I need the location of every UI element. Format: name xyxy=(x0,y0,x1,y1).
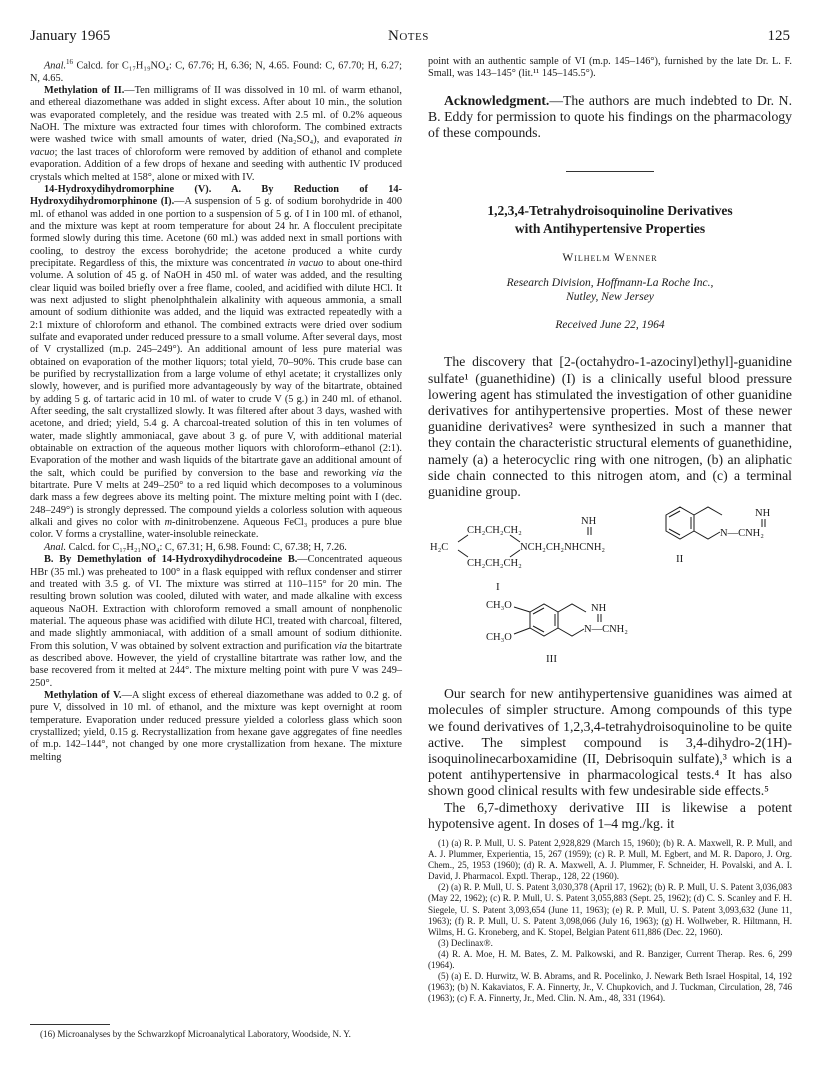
dimethoxy-paragraph: The 6,7-dimethoxy derivative III is likewise a potent hypotensive agent. In doses of 1–4 mg./kg. it xyxy=(428,799,792,831)
left-column xyxy=(30,56,402,764)
bond-line xyxy=(510,550,520,557)
structure-II-imine: NH xyxy=(755,508,771,520)
right-column xyxy=(428,56,792,1004)
structure-I-side-chain: NCH₂CH₂NHCNH₂ xyxy=(520,542,606,554)
author-name: Wilhelm Wenner xyxy=(562,252,658,265)
reference-item: (5) (a) E. D. Hurwitz, W. B. Abrams, and R. Pocelinko, J. Newark Beth Israel Hospital, 14, 192 (1963); (b) N. Kakaviatos, F. A. Finnerty, Jr., V. Chupkovich, and J. Tuckman, Circulation, 28, 746 (1963); (c) F. A. Finnerty, Jr., Med. Clin. N. Am., 48, 331 (1964). xyxy=(428,971,792,1004)
chemical-structures xyxy=(428,500,792,746)
ring-bond xyxy=(694,507,722,515)
analysis-paragraph: Anal.$^{16}$ Calcd. for C₁₇H₁₉NO₄: C, 67.76; H, 6.36; N, 4.65. Found: C, 67.70; H, 6.27; N, 4.65. xyxy=(30,58,402,84)
footnote-rule xyxy=(30,1024,110,1025)
demethylation-paragraph: B. By Demethylation of 14-Hydroxydihydrocodeine B.—Concentrated aqueous HBr (35 ml.) was preheated to 100° in a flask equipped with reflux condenser and stirrer and treated with 3.5 g. of VI. The mixture was stirred at 110–115° for 20 min. The resulting brown solution was cooled, diluted with water, and made alkaline with excess aqueous NaOH. Extraction with chloroform removed a small amount of nonphenolic material. The aqueous phase was acidified with dilute HCl, treated with charcoal, filtered, and made slightly ammoniacal, with addition of a small amount of sodium dithionite. From this solution, V was obtained by solvent extraction and purification via the bitartrate as described above. However, the yield of crystalline bitartrate was rather low, and the base recovered from it melted at 244°. The mixture melting point with pure V was 249–250°. xyxy=(30,554,402,689)
structure-I-label: I xyxy=(496,581,500,594)
running-header-date: January 1965 xyxy=(30,28,111,44)
structure-III-label: III xyxy=(546,653,557,666)
structure-III-methoxy-bottom: CH₃O xyxy=(486,632,512,644)
bond-line xyxy=(458,535,468,542)
search-paragraph: Our search for new antihypertensive guanidines was aimed at molecules of simpler structure. Among compounds of this type we found derivatives of 1,2,3,4-tetrahydroisoquinoline to be quite active. The simplest compound is 3,4-dihydro-2(1H)-isoquinolinecarboxamidine (II, Debrisoquin sulfate),³ which is a potent antihypertensive in pharmacological tests.⁴ It has also shown good clinical results with few undesirable side effects.⁵ xyxy=(428,686,792,799)
structure-I-top-chain: CH₂CH₂CH₂ xyxy=(467,525,522,537)
bond-line xyxy=(458,550,468,557)
bond-line xyxy=(510,535,520,542)
structure-III-side-chain: N—CNH₂ xyxy=(584,624,628,636)
reference-item: (2) (a) R. P. Mull, U. S. Patent 3,030,378 (April 17, 1962); (b) R. P. Mull, U. S. Patent 3,036,083 (May 22, 1962); (c) R. P. Mull, U. S. Patent 3,055,883 (Sept. 25, 1962); (d) C. S. Scanley and F. H. Siegele, U. S. Patent 3,093,654 (June 11, 1963); (e) R. P. Mull, U. S. Patent 3,093,632 (June 11, 1963); (f) R. P. Mull, U. S. Patent 3,098,066 (July 16, 1963); (g) H. Wollweber, R. Hiltmann, H. Wilms, H. G. Kroneberg, and K. Stopel, Belgian Patent 611,886 (Dec. 22, 1960). xyxy=(428,882,792,937)
ring-bond xyxy=(558,604,586,612)
continuation-paragraph: point with an authentic sample of VI (m.p. 145–146°), furnished by the late Dr. L. F. Small, was 143–145° (lit.¹¹ 145–145.5°). xyxy=(428,56,792,80)
affiliation-line-1: Research Division, Hoffmann-La Roche Inc., xyxy=(506,277,714,290)
article-title-line-2: with Antihypertensive Properties xyxy=(514,221,706,237)
methoxy-bond xyxy=(514,607,530,612)
reference-item: (3) Declinax®. xyxy=(438,937,493,948)
ring-bond xyxy=(558,628,584,636)
benzene-ring xyxy=(530,604,558,636)
structure-I-imine: NH xyxy=(581,516,597,528)
benzene-ring xyxy=(666,507,694,539)
structure-III-methoxy-top: CH₃O xyxy=(486,600,512,612)
structure-I-ring-carbon: H₂C xyxy=(430,542,449,554)
structure-II-label: II xyxy=(676,553,684,566)
structure-II-side-chain: N—CNH₂ xyxy=(720,528,764,540)
affiliation-line-2: Nutley, New Jersey xyxy=(566,291,654,304)
structure-III-imine: NH xyxy=(591,603,607,615)
reference-item: (1) (a) R. P. Mull, U. S. Patent 2,928,829 (March 15, 1960); (b) R. A. Maxwell, R. P. Mull, and A. J. Plummer, Experientia, 15, 267 (1959); (c) R. P. Mull, M. Egbert, and M. R. Daporo, J. Org. Chem., 25, 1953 (1960); (d) R. A. Maxwell, A. J. Plummer, F. Schneider, H. Povalski, and A. I. David, J. Pharmacol. Exptl. Therap., 128, 22 (1960). xyxy=(428,837,792,882)
intro-paragraph: The discovery that [2-(octahydro-1-azocinyl)ethyl]-guanidine sulfate¹ (guanethidine) (I) is a clinically useful blood pressure lowering agent has stimulated the investigation of other guanidine derivatives for antihypertensive properties. Most of these newer guanidine derivatives² were synthesized in such a manner that they contain the characteristic structural elements of guanethidine, namely (a) a heterocyclic ring with one nitrogen, (b) an aliphatic side chain connected to this nitrogen atom, and (c) a terminal guanidine group. xyxy=(428,354,792,499)
methylation-ii-paragraph: Methylation of II.—Ten milligrams of II was dissolved in 10 ml. of warm ethanol, and ethereal diazomethane was added in slight excess. After about 10 min., the solution was evaporated completely, and the residue was treated with 2.5 ml. of 0.2% aqueous NaOH. The mixture was extracted four times with chloroform. The combined extracts were washed twice with small amounts of water, dried (Na₂SO₄), and evaporated in vacuo; the last traces of chloroform were removed by addition of ethanol and complete evaporation. Addition of a few drops of hexane and seeding with authentic IV produced crystals which melted at 158°, alone or mixed with IV. xyxy=(30,85,402,183)
page-number: 125 xyxy=(767,28,790,44)
references-list xyxy=(428,838,792,1004)
methylation-v-paragraph: Methylation of V.—A slight excess of ethereal diazomethane was added to 0.2 g. of pure V, dissolved in 10 ml. of ethanol, and the mixture was kept overnight at room temperature. Evaporation under reduced pressure yielded a colorless glass which soon crystallized; yield, 0.15 g. Recrystallization from hexane gave aggregates of fine needles of m.p. 142–144°, not changed by one more crystallization from hexane. The mixture melting xyxy=(30,689,402,763)
article-title-line-1: 1,2,3,4-Tetrahydroisoquinoline Derivatives xyxy=(487,203,733,219)
ring-bond xyxy=(694,531,720,539)
footnote-text: (16) Microanalyses by the Schwarzkopf Microanalytical Laboratory, Woodside, N. Y. xyxy=(40,1029,351,1039)
analysis-v-paragraph: Anal. Calcd. for C₁₇H₂₁NO₄: C, 67.31; H, 6.98. Found: C, 67.38; H, 7.26. xyxy=(44,541,347,553)
received-date: Received June 22, 1964 xyxy=(555,319,665,332)
footnote xyxy=(30,1024,402,1040)
hydroxydihydromorphine-paragraph: 14-Hydroxydihydromorphine (V). A. By Reduction of 14-Hydroxydihydromorphinone (I).—A suspension of 5 g. of sodium borohydride in 400 ml. of ethanol was added in one portion to a suspension of 5 g. of I in 100 ml. of ethanol, and the mixture was kept at room temperature for about 24 hr. A flocculent precipitate formed slowly during this time. Acetone (60 ml.) was added next in small portions with cooling, to destroy the excess borohydride; the acetone produced a white curdy precipitate. Regardless of this, the mixture was concentrated in vacuo to about one-third volume. A solution of 45 g. of NaOH in 450 ml. of water was added, and the resulting clear liquid was boiled briefly over a free flame, cooled, and acidified with dilute HCl. It was next adjusted to slight phenolphthalein alkalinity with aqueous ammonia, a small amount of sodium dithionite was added, and the liquid was extracted repeatedly with a 2:1 mixture of chloroform and ethanol. The combined extracts were dried over sodium sulfate and evaporated under reduced pressure to a small volume. After several days, most of V crystallized (m.p. 245–249°). An additional amount of less pure material was obtained on evaporation of the mother liquors; total yield, 70–90%. This crude base can be purified by recrystallization from a large volume of ethyl acetate; it crystallizes only slowly, however, and is purified more advantageously by way of the bitartrate, obtained by adding 5 g. of tartaric acid in 10 ml. of water to crude V (5 g.) in 240 ml. of ethanol. After seeding, the salt crystallized slowly. It was filtered after about 3 days, washed with acetone, and dried; yield, 5.4 g. A charcoal-treated solution of this in ten volumes of water, made slightly ammoniacal, gave about 3 g. of pure V, with additional material obtainable on extraction of the aqueous mother liquors with chloroform–ethanol (2:1). Evaporation of the mother and wash liquids of the bitartrate gave an additional amount of the salt, which could be purified by conversion to the base and reworking via the bitartrate. Pure V melts at 249–250° to a red liquid which decomposes to a voluminous dark mass a few degrees above its melting point. The mixture melting point with I (dec. 248–249°) is strongly depressed. The compound yields a colorless solution with aqueous alkali and gives no color with m-dinitrobenzene. Aqueous FeCl₃ produces a pure blue color. V forms a crystalline, water-insoluble reineckate. xyxy=(30,183,403,541)
running-header-section: Notes xyxy=(388,28,429,44)
structure-I-bottom-chain: CH₂CH₂CH₂ xyxy=(467,558,522,570)
structure-drawing xyxy=(428,500,792,746)
acknowledgment-paragraph: Acknowledgment.—The authors are much indebted to Dr. N. B. Eddy for permission to quote his findings on the pharmacology of these compounds. xyxy=(428,92,792,141)
methoxy-bond xyxy=(514,628,530,634)
reference-item: (4) R. A. Moe, H. M. Bates, Z. M. Palkowski, and R. Banziger, Current Therap. Res. 6, 299 (1964). xyxy=(428,948,792,970)
